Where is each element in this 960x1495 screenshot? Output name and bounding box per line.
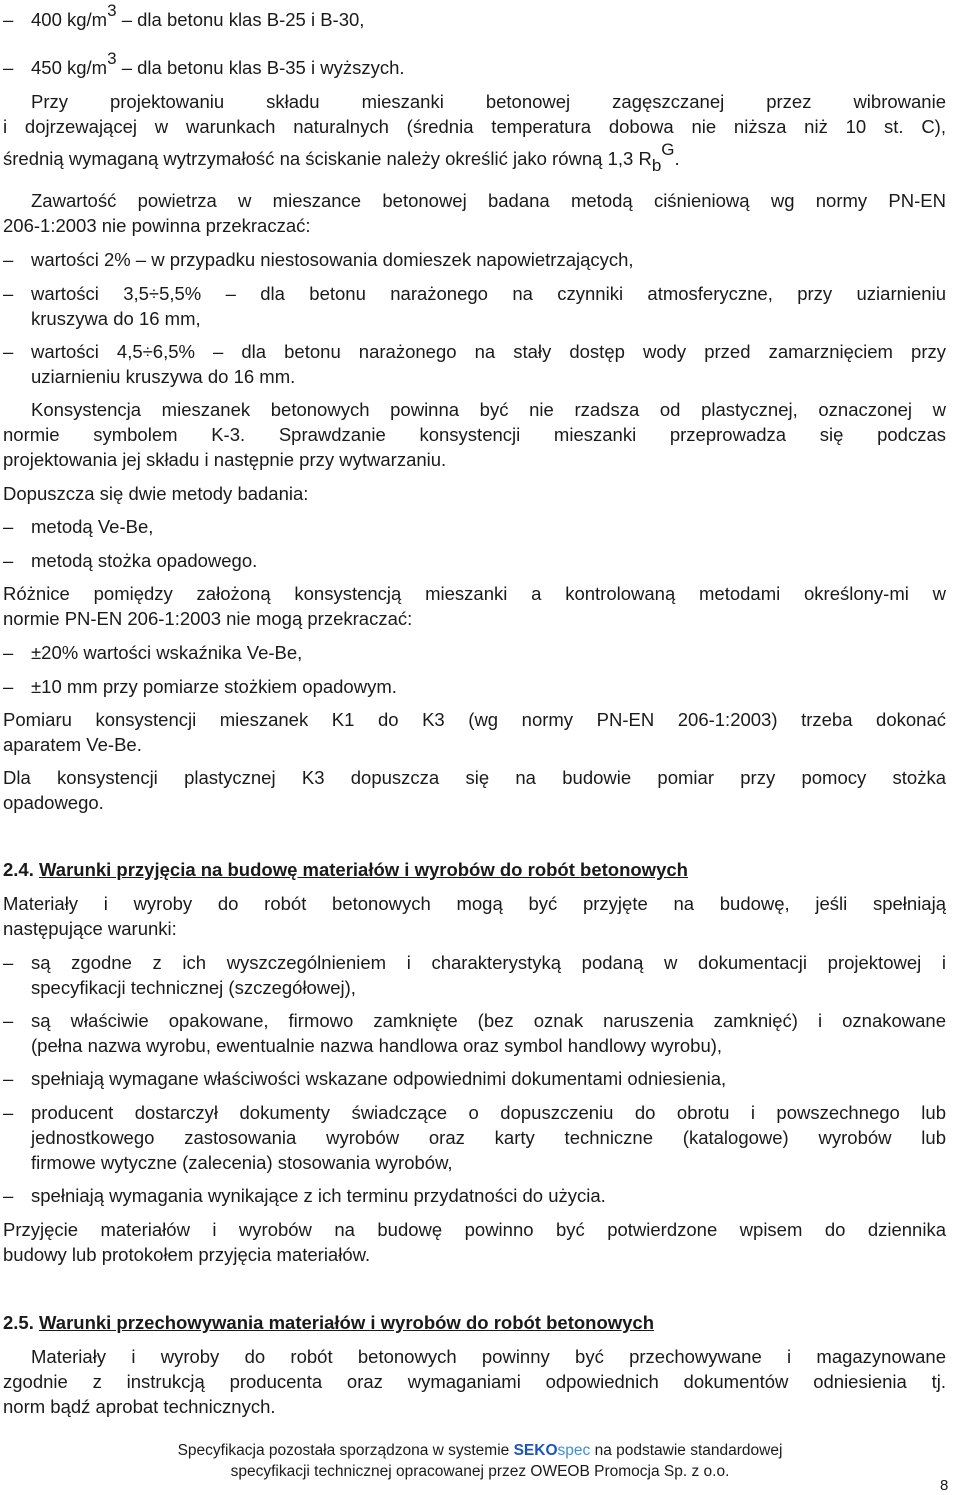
paragraph-line: następujące warunki: [3,918,177,939]
paragraph-line: Dla konsystencji plastycznej K3 dopuszcza się na budowie pomiar przy pomocy stożka [3,767,946,788]
list-bullet: – [3,1102,14,1123]
list-bullet: – [3,676,14,697]
list-bullet: – [3,1068,14,1089]
section-number: 2.5. [3,1312,34,1333]
list-item-continuation: specyfikacji technicznej (szczegółowej), [31,977,356,998]
paragraph-line: 206-1:2003 nie powinna przekraczać: [3,215,311,236]
list-item: spełniają wymagane właściwości wskazane odpowiednimi dokumentami odniesienia, [31,1068,727,1089]
list-bullet: – [3,516,14,537]
list-item: wartości 2% – w przypadku niestosowania domieszek napowietrzających, [31,249,634,270]
list-item-text: – dla betonu klas B-25 i B-30, [116,9,365,30]
list-item: spełniają wymagania wynikające z ich terminu przydatności do użycia. [31,1185,606,1206]
paragraph-line: Konsystencja mieszanek betonowych powinna być nie rzadsza od plastycznej, oznaczonej w [31,399,946,420]
paragraph-line: Przyjęcie materiałów i wyrobów na budowę powinno być potwierdzone wpisem do dziennika [3,1219,946,1240]
page-footer [0,1442,960,1460]
footer-text: Specyfikacja pozostała sporządzona w systemie [177,1442,514,1459]
list-bullet: – [3,642,14,663]
paragraph-line: normie PN-EN 206-1:2003 nie mogą przekraczać: [3,608,413,629]
list-bullet: – [3,249,14,270]
section-title: Warunki przyjęcia na budowę materiałów i wyrobów do robót betonowych [39,859,688,880]
list-item-continuation: firmowe wytyczne (zalecenia) stosowania wyrobów, [31,1152,453,1173]
paragraph-text: średnią wymaganą wytrzymałość na ściskanie należy określić jako równą 1,3 R [3,148,652,169]
paragraph-line: budowy lub protokołem przyjęcia materiałów. [3,1244,371,1265]
list-bullet: – [3,9,14,30]
page-number: 8 [940,1477,949,1494]
paragraph-line: Dopuszcza się dwie metody badania: [3,483,309,504]
section-heading [3,859,946,881]
superscript: 3 [107,49,117,68]
paragraph-line: projektowania jej składu i następnie przy wytwarzaniu. [3,449,447,470]
list-item: są właściwie opakowane, firmowo zamknięte (bez oznak naruszenia zamknięć) i oznakowane [31,1010,946,1031]
list-item-text: 450 kg/m [31,57,108,78]
list-item [31,49,946,80]
paragraph-line: Różnice pomiędzy założoną konsystencją mieszanki a kontrolowaną metodami określony-mi w [3,583,946,604]
paragraph-line [3,140,946,175]
list-bullet: – [3,1010,14,1031]
list-bullet: – [3,550,14,571]
list-item: wartości 4,5÷6,5% – dla betonu narażonego na stały dostęp wody przed zamarznięciem przy [31,341,946,362]
list-item: metodą stożka opadowego. [31,550,258,571]
paragraph-line: Pomiaru konsystencji mieszanek K1 do K3 (wg normy PN-EN 206-1:2003) trzeba dokonać [3,709,946,730]
section-title: Warunki przechowywania materiałów i wyrobów do robót betonowych [39,1312,655,1333]
list-item: są zgodne z ich wyszczególnieniem i charakterystyką podaną w dokumentacji projektowej i [31,952,946,973]
list-item: ±20% wartości wskaźnika Ve-Be, [31,642,303,663]
list-item-continuation: kruszywa do 16 mm, [31,308,201,329]
list-item: ±10 mm przy pomiarze stożkiem opadowym. [31,676,397,697]
list-bullet: – [3,283,14,304]
superscript: 3 [107,1,117,20]
list-bullet: – [3,952,14,973]
superscript: G [661,140,675,159]
section-number: 2.4. [3,859,34,880]
footer-text: na podstawie standardowej [590,1442,783,1459]
paragraph-line: Przy projektowaniu składu mieszanki betonowej zagęszczanej przez wibrowanie [31,91,946,112]
page-footer-line: specyfikacji technicznej opracowanej przez OWEOB Promocja Sp. z o.o. [230,1463,730,1480]
list-item-continuation: uziarnieniu kruszywa do 16 mm. [31,366,296,387]
paragraph-line: norm bądź aprobat technicznych. [3,1396,276,1417]
brand-logo-text: spec [557,1442,591,1459]
list-item [31,1,946,32]
list-item: wartości 3,5÷5,5% – dla betonu narażonego na czynniki atmosferyczne, przy uziarnieniu [31,283,946,304]
paragraph-line: aparatem Ve-Be. [3,734,142,755]
paragraph-line: opadowego. [3,792,104,813]
list-item-continuation: (pełna nazwa wyrobu, ewentualnie nazwa handlowa oraz symbol handlowy wyrobu), [31,1035,723,1056]
list-item: metodą Ve-Be, [31,516,154,537]
paragraph-text: . [674,148,680,169]
paragraph-line: Materiały i wyroby do robót betonowych powinny być przechowywane i magazynowane [31,1346,946,1367]
paragraph-line: Materiały i wyroby do robót betonowych mogą być przyjęte na budowę, jeśli spełniają [3,893,946,914]
paragraph-line: i dojrzewającej w warunkach naturalnych (średnia temperatura dobowa nie niższa niż 10 st. C), [3,116,946,137]
list-bullet: – [3,1185,14,1206]
list-item-continuation: jednostkowego zastosowania wyrobów oraz karty techniczne (katalogowe) wyrobów lub [31,1127,946,1148]
list-bullet: – [3,341,14,362]
list-item: producent dostarczył dokumenty świadczące o dopuszczeniu do obrotu i powszechnego lub [31,1102,946,1123]
paragraph-line: Zawartość powietrza w mieszance betonowej badana metodą ciśnieniową wg normy PN-EN [31,190,946,211]
section-heading [3,1312,946,1334]
brand-logo-text: SEKO [513,1442,558,1459]
paragraph-line: zgodnie z instrukcją producenta oraz wymaganiami odpowiednich dokumentów odniesienia tj. [3,1371,946,1392]
paragraph-line: normie symbolem K-3. Sprawdzanie konsystencji mieszanki przeprowadza się podczas [3,424,946,445]
list-item-text: – dla betonu klas B-35 i wyższych. [116,57,405,78]
list-bullet: – [3,57,14,78]
list-item-text: 400 kg/m [31,9,108,30]
subscript: b [651,156,662,175]
